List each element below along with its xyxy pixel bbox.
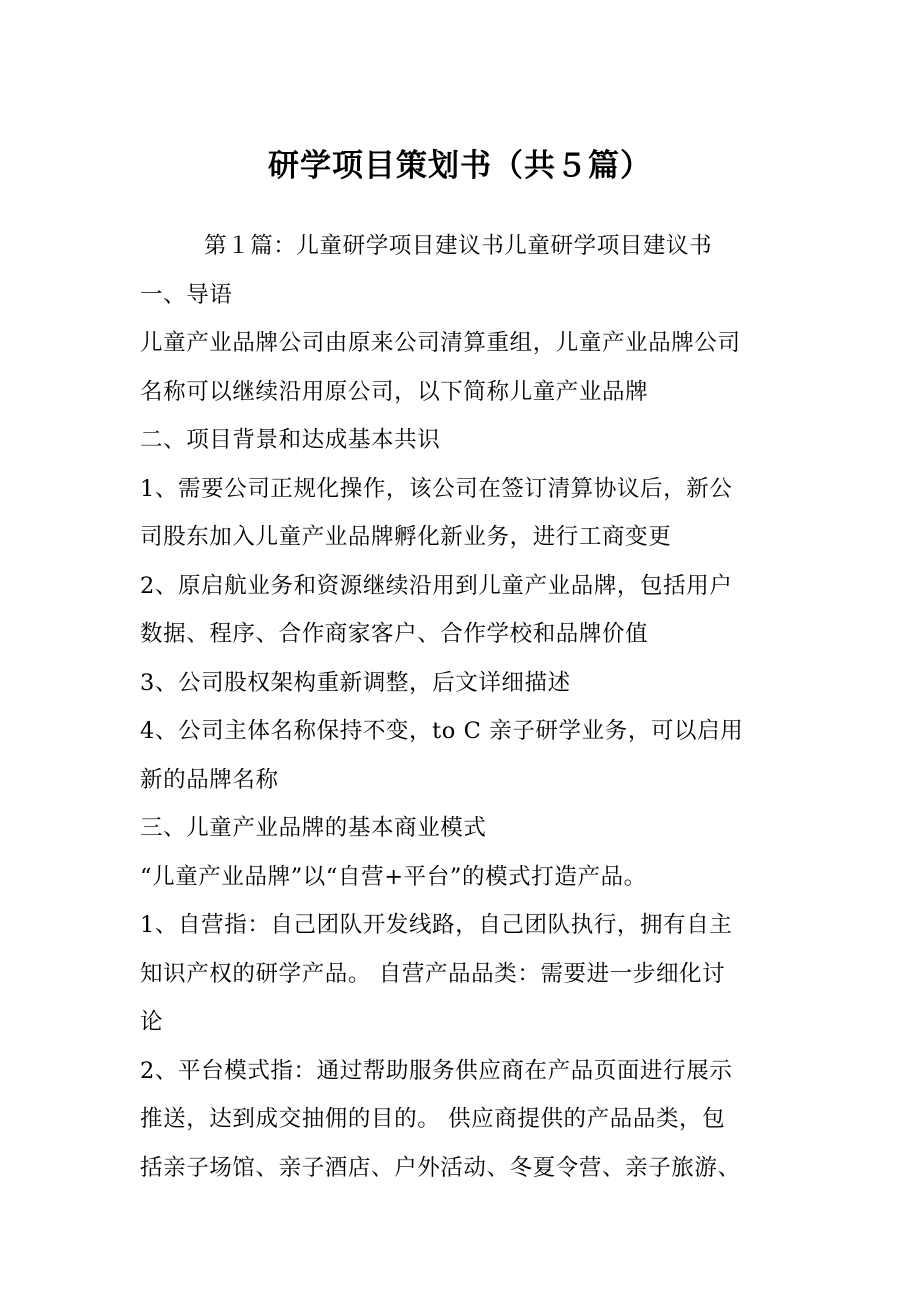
paragraph-line: 3、公司股权架构重新调整，后文详细描述 [140, 669, 571, 696]
chapter-heading: 第１篇：儿童研学项目建议书儿童研学项目建议书 [204, 233, 713, 259]
paragraph-line: 新的品牌名称 [140, 766, 279, 793]
paragraph-line: 司股东加入儿童产业品牌孵化新业务，进行工商变更 [140, 524, 672, 550]
section-heading: 一、导语 [140, 281, 233, 308]
paragraph-line: 推送，达到成交抽佣的目的。 供应商提供的产品品类，包 [140, 1106, 726, 1132]
paragraph-line: 论 [140, 1009, 164, 1035]
paragraph-line: 知识产权的研学产品。 自营产品品类：需要进一步细化讨 [140, 960, 726, 987]
paragraph-line: 4、公司主体名称保持不变，to C 亲子研学业务，可以启用 [140, 718, 744, 744]
document-body [140, 222, 800, 1192]
paragraph-line: 2、平台模式指：通过帮助服务供应商在产品页面进行展示 [140, 1057, 733, 1084]
paragraph-line: 名称可以继续沿用原公司，以下简称儿童产业品牌 [140, 378, 649, 405]
section-heading: 二、项目背景和达成基本共识 [140, 427, 441, 453]
paragraph-line: “儿童产业品牌”以“自营+平台”的模式打造产品。 [140, 863, 647, 890]
section-heading: 三、儿童产业品牌的基本商业模式 [140, 815, 487, 841]
paragraph-line: 1、自营指：自己团队开发线路，自己团队执行，拥有自主 [140, 912, 733, 938]
document-title: 研学项目策划书（共５篇） [268, 148, 652, 184]
paragraph-line: 数据、程序、合作商家客户、合作学校和品牌价值 [140, 621, 649, 647]
paragraph-line: 儿童产业品牌公司由原来公司清算重组，儿童产业品牌公司 [140, 330, 741, 356]
paragraph-line: 1、需要公司正规化操作，该公司在签订清算协议后，新公 [140, 475, 733, 502]
paragraph-line: 括亲子场馆、亲子酒店、户外活动、冬夏令营、亲子旅游、 [140, 1154, 741, 1181]
paragraph-line: 2、原启航业务和资源继续沿用到儿童产业品牌，包括用户 [140, 572, 733, 599]
